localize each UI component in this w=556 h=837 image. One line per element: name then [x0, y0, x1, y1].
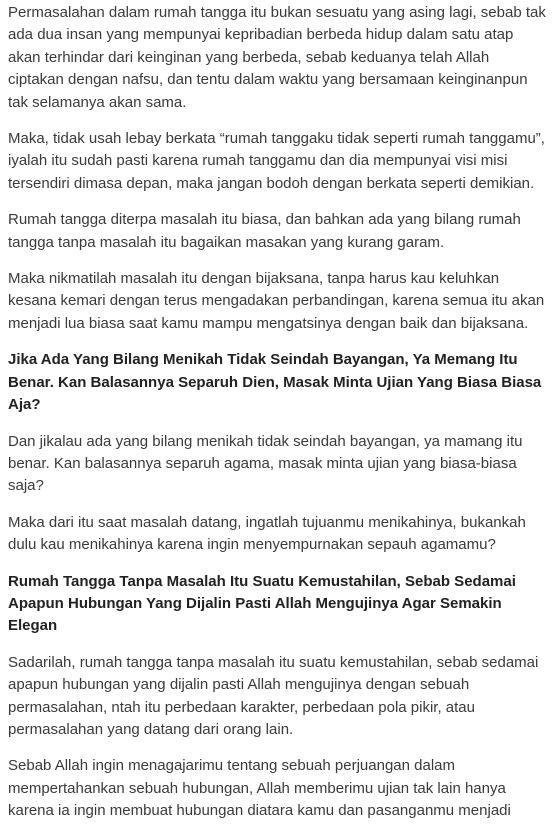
section-heading-menikah: Jika Ada Yang Bilang Menikah Tidak Seindah Bayangan, Ya Memang Itu Benar. Kan Balasannya Separuh Dien, Masak Minta Ujian Yang Biasa Biasa Aja?: [8, 351, 542, 414]
paragraph-biasa: Rumah tangga diterpa masalah itu biasa, dan bahkan ada yang bilang rumah tangga tanpa masalah itu bagaikan masakan yang kurang garam.: [8, 211, 521, 251]
paragraph-tujuan: Maka dari itu saat masalah datang, ingatlah tujuanmu menikahinya, bukankah dulu kau menikahinya karena ingin menyempurnakan sepauh agamamu?: [8, 513, 526, 554]
paragraph-nikmatilah: Maka nikmatilah masalah itu dengan bijaksana, tanpa harus kau keluhkan kesana kemari dengan terus mengadakan perbandingan, karena semua itu akan menjadi lua biasa saat kamu mampu mengatsinya dengan baik dan bijaksana.: [8, 270, 545, 332]
paragraph-lebay: Maka, tidak usah lebay berkata “rumah tanggaku tidak seperti rumah tanggamu”, iyalah itu sudah pasti karena rumah tanggamu dan dia mempunyai visi misi tersendiri dimasa depan, maka jangan bodoh dengan berkata seperti demikian.: [8, 130, 545, 192]
section-heading-kemustahilan: Rumah Tangga Tanpa Masalah Itu Suatu Kemustahilan, Sebab Sedamai Apapun Hubungan Yang Dijalin Pasti Allah Mengujinya Agar Semakin Elegan: [8, 572, 516, 635]
article-body: [8, 2, 548, 837]
paragraph-sadarilah: Sadarilah, rumah tangga tanpa masalah itu suatu kemustahilan, sebab sedamai apapun hubungan yang dijalin pasti Allah mengujinya dengan sebuah permasalahan, ntah itu perbedaan karakter, perbedaan pola pikir, atau permasalahan yang datang dari orang lain.: [8, 653, 539, 738]
paragraph-intro: Permasalahan dalam rumah tangga itu bukan sesuatu yang asing lagi, sebab tak ada dua insan yang mempunyai kepribadian berbeda hidup dalam satu atap akan terhindar dari keinginan yang berbeda, sebab keduanya telah Allah ciptakan dengan nafsu, dan tentu dalam waktu yang bersamaan keinginanpun tak selamanya akan sama.: [8, 4, 546, 111]
paragraph-jikalau: Dan jikalau ada yang bilang menikah tidak seindah bayangan, ya mamang itu benar. Kan balasannya separuh agama, masak minta ujian yang biasa-biasa saja?: [8, 432, 523, 495]
paragraph-perjuangan: Sebab Allah ingin menagajarimu tentang sebuah perjuangan dalam mempertahankan sebuah hubungan, Allah memberimu ujian tak lain hanya karena ia ingin membuat hubungan diatara kamu dan pasanganmu menjadi: [8, 757, 511, 820]
